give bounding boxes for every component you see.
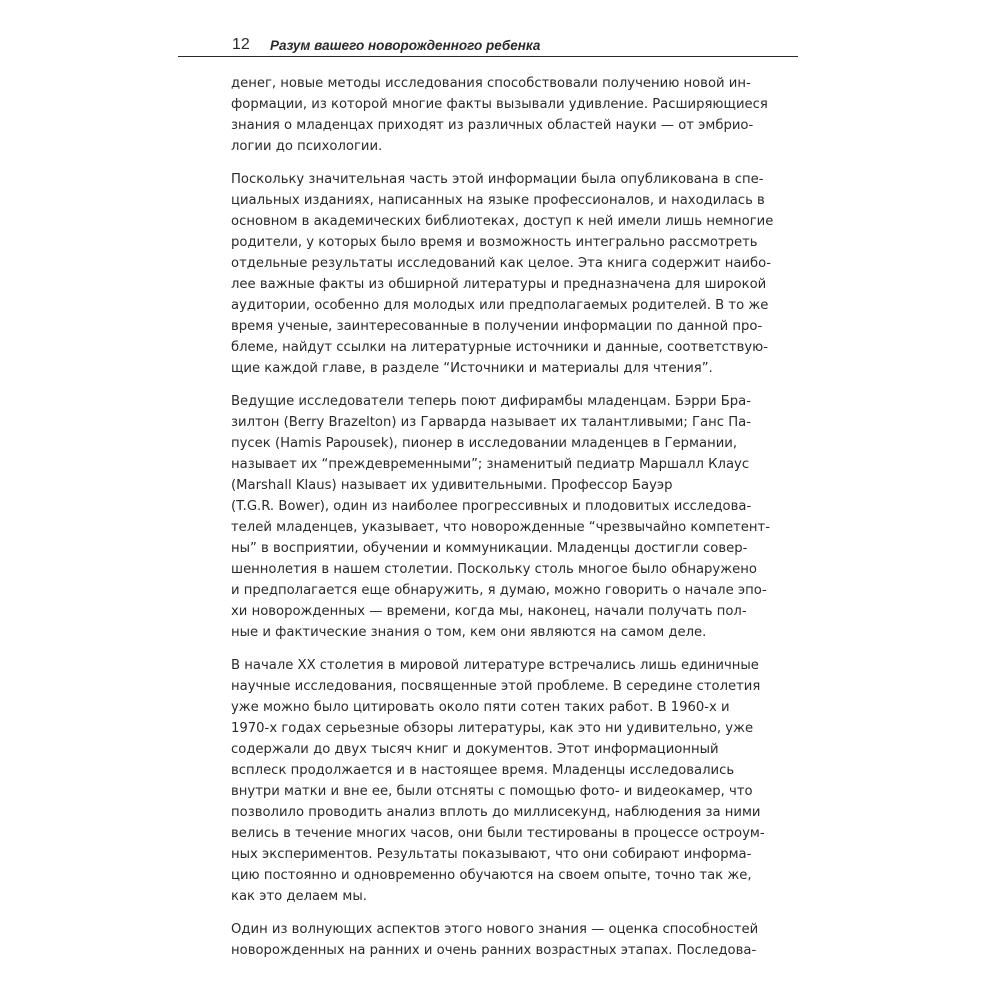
page-body (231, 73, 791, 973)
text-line: ных экспериментов. Результаты показывают, что они собирают информа- (231, 847, 752, 862)
text-line: велись в течение многих часов, они были тестированы в процессе остроум- (231, 826, 765, 841)
paragraph (231, 391, 791, 643)
text-line: основном в академических библиотеках, доступ к ней имели лишь немногие (231, 214, 774, 229)
text-line: пусек (Hamis Papousek), пионер в исследовании младенцев в Германии, (231, 436, 738, 451)
text-line: содержали до двух тысяч книг и документов. Этот информационный (231, 742, 719, 757)
running-header (178, 36, 798, 57)
text-line: (Marshall Klaus) называет их удивительными. Профессор Бауэр (231, 478, 673, 493)
paragraph (231, 73, 791, 157)
text-line: лее важные факты из обширной литературы и предназначена для широкой (231, 277, 767, 292)
text-line: 1970-х годах серьезные обзоры литературы, как это ни удивительно, уже (231, 721, 754, 736)
text-line: позволило проводить анализ вплоть до миллисекунд, наблюдения за ними (231, 805, 761, 820)
text-line: Ведущие исследователи теперь поют дифирамбы младенцам. Бэрри Бра- (231, 394, 751, 409)
text-line: внутри матки и вне ее, были отсняты с помощью фото- и видеокамер, что (231, 784, 753, 799)
text-line: новорожденных на ранних и очень ранних возрастных этапах. Последова- (231, 943, 757, 958)
text-line: знания о младенцах приходят из различных областей науки — от эмбрио- (231, 118, 754, 133)
paragraph (231, 919, 791, 961)
text-line: ны” в восприятии, обучении и коммуникации. Младенцы достигли совер- (231, 541, 748, 556)
text-line: блеме, найдут ссылки на литературные источники и данные, соответствую- (231, 340, 769, 355)
paragraph (231, 655, 791, 907)
text-line: Поскольку значительная часть этой информации была опубликована в спе- (231, 172, 764, 187)
text-line: и предполагается еще обнаружить, я думаю, можно говорить о начале эпо- (231, 583, 767, 598)
text-line: отдельные результаты исследований как целое. Эта книга содержит наибо- (231, 256, 771, 271)
text-line: научные исследования, посвященные этой проблеме. В середине столетия (231, 679, 761, 694)
text-line: как это делаем мы. (231, 889, 367, 904)
page-number: 12 (232, 36, 250, 53)
text-line: формации, из которой многие факты вызывали удивление. Расширяющиеся (231, 97, 768, 112)
text-line: ные и фактические знания о том, кем они являются на самом деле. (231, 625, 707, 640)
text-line: щие каждой главе, в разделе “Источники и материалы для чтения”. (231, 361, 713, 376)
text-line: телей младенцев, указывает, что новорожденные “чрезвычайно компетент- (231, 520, 770, 535)
text-line: всплеск продолжается и в настоящее время. Младенцы исследовались (231, 763, 735, 778)
text-line: цию постоянно и одновременно обучаются на своем опыте, точно так же, (231, 868, 752, 883)
running-book-title: Разум вашего новорожденного ребенка (270, 38, 541, 53)
text-line: аудитории, особенно для молодых или предполагаемых родителей. В то же (231, 298, 769, 313)
text-line: уже можно было цитировать около пяти сотен таких работ. В 1960-х и (231, 700, 730, 715)
text-line: В начале XX столетия в мировой литературе встречались лишь единичные (231, 658, 759, 673)
paragraph (231, 169, 791, 379)
text-line: зилтон (Berry Brazelton) из Гарварда называет их талантливыми; Ганс Па- (231, 415, 751, 430)
text-line: логии до психологии. (231, 139, 383, 154)
text-line: циальных изданиях, написанных на языке профессионалов, и находилась в (231, 193, 765, 208)
text-line: шеннолетия в нашем столетии. Поскольку столь многое было обнаружено (231, 562, 757, 577)
text-line: родители, у которых было время и возможность интегрально рассмотреть (231, 235, 758, 250)
text-line: денег, новые методы исследования способствовали получению новой ин- (231, 76, 751, 91)
text-line: хи новорожденных — времени, когда мы, наконец, начали получать пол- (231, 604, 747, 619)
text-line: Один из волнующих аспектов этого нового знания — оценка способностей (231, 922, 759, 937)
text-line: время ученые, заинтересованные в получении информации по данной про- (231, 319, 763, 334)
text-line: (T.G.R. Bower), один из наиболее прогрессивных и плодовитых исследова- (231, 499, 752, 514)
text-line: называет их “преждевременными”; знаменитый педиатр Маршалл Клаус (231, 457, 750, 472)
